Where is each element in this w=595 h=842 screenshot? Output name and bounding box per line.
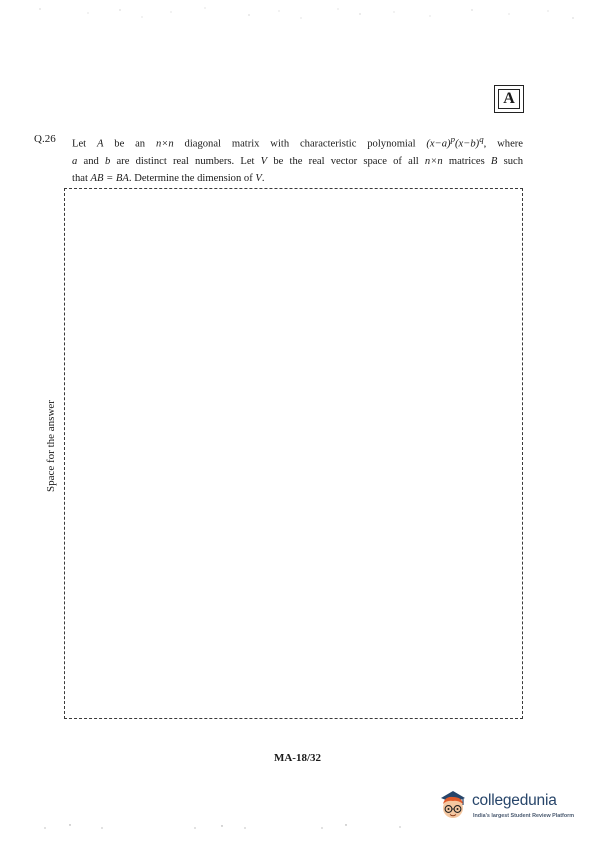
question-text	[72, 131, 523, 187]
paper-code-box	[494, 85, 524, 113]
mascot-icon	[436, 786, 470, 824]
question-line-3: that AB = BA. Determine the dimension of V.	[72, 172, 265, 184]
brand-name: collegedunia	[472, 792, 557, 809]
question-line-2: a and b are distinct real numbers. Let V be the real vector space of all n×n matrices B such	[72, 155, 523, 167]
scan-noise-top	[0, 0, 595, 24]
answer-box[interactable]	[64, 188, 523, 719]
answer-space-label: Space for the answer	[45, 400, 57, 492]
question-number: Q.26	[34, 133, 56, 145]
question-line-1: Let A be an n×n diagonal matrix with characteristic polynomial $(x-a)^p(x-b)^q$, where	[72, 134, 523, 150]
brand-tagline: India's largest Student Review Platform	[473, 813, 575, 819]
collegedunia-logo	[436, 786, 576, 826]
paper-code: A	[498, 89, 520, 109]
page-label: MA-18/32	[273, 752, 322, 764]
